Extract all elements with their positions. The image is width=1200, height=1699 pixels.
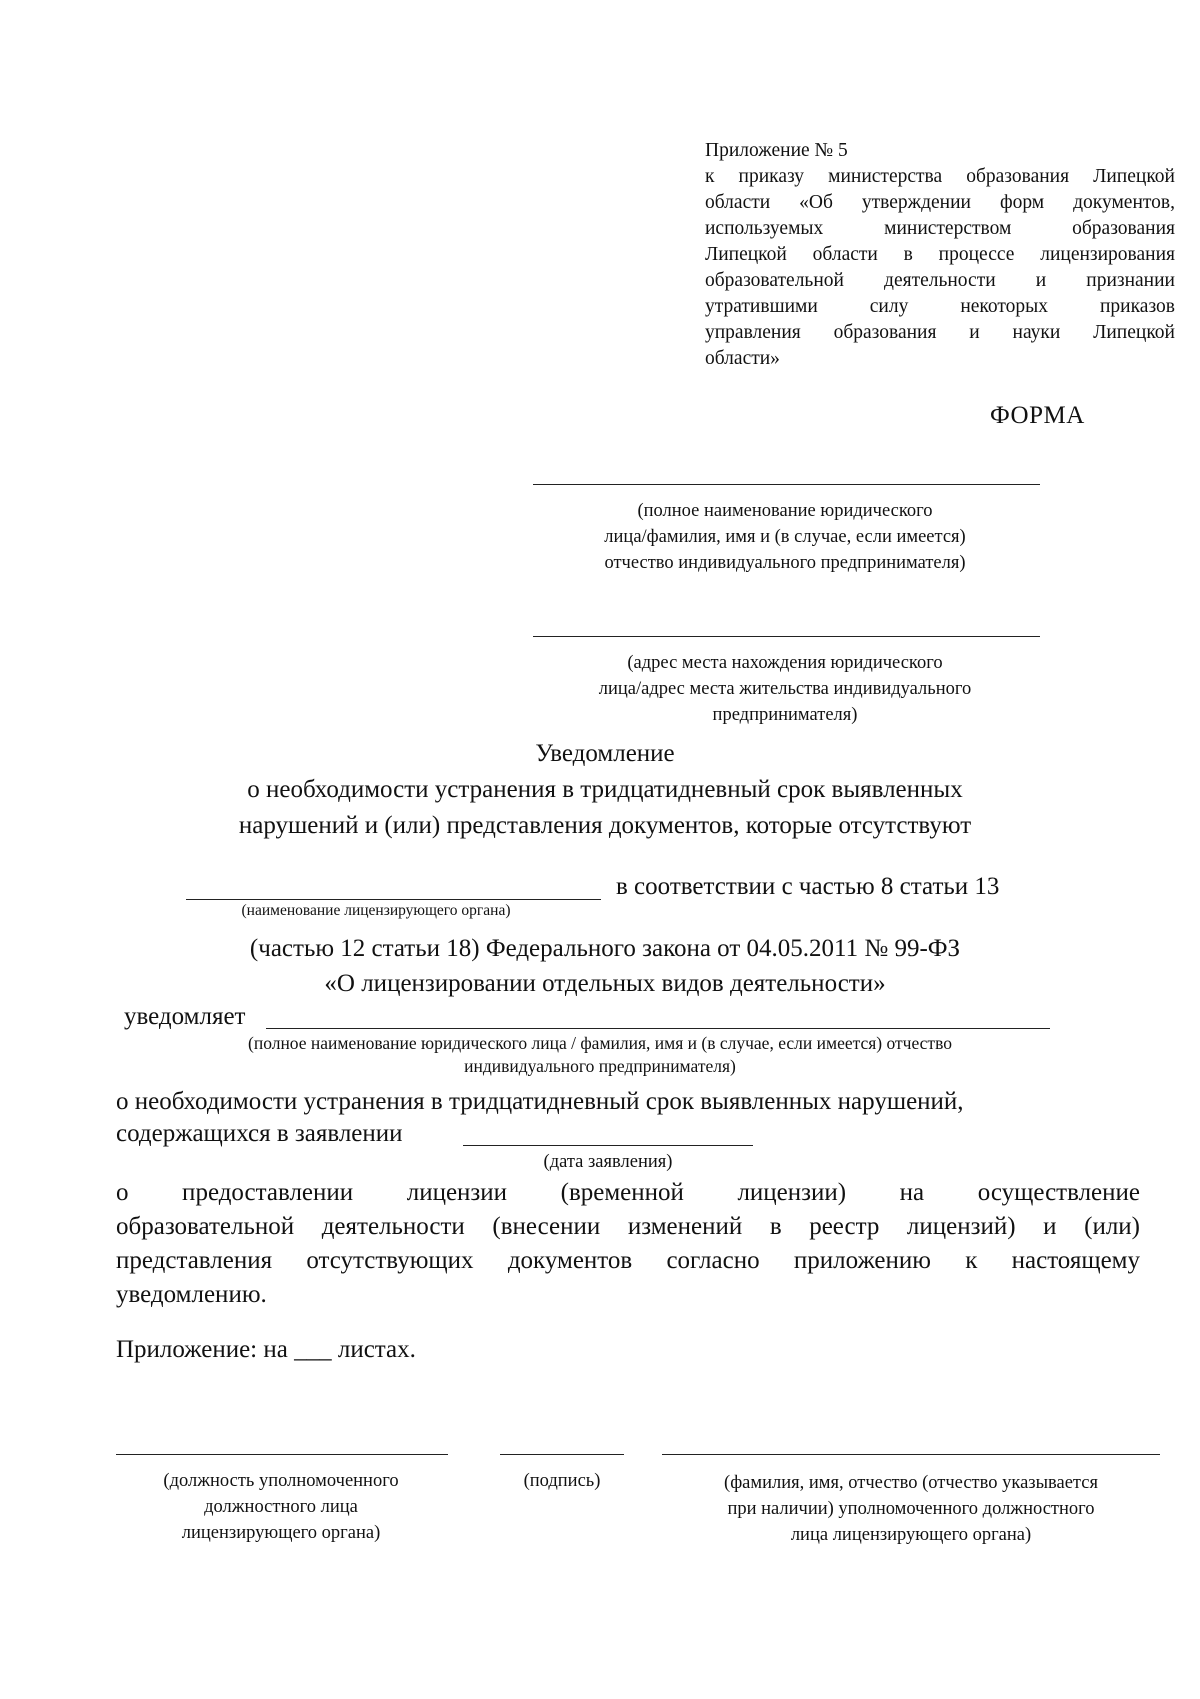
necessity-line: о необходимости устранения в тридцатидневный срок выявленных нарушений, xyxy=(116,1088,964,1115)
caption-line: лица лицензирующего органа) xyxy=(790,1525,1032,1545)
appendix-line: утратившими силу некоторых приказов xyxy=(705,296,1175,317)
appendix-line: к приказу министерства образования Липецкой xyxy=(705,166,1175,187)
caption-line: (полное наименование юридического лица / фамилия, имя и (в случае, если имеется) отчество xyxy=(248,1033,952,1053)
attachment-prefix: Приложение: на xyxy=(116,1336,288,1363)
appendix-line: Липецкой области в процессе лицензирования xyxy=(705,244,1175,265)
position-signature-line xyxy=(116,1454,448,1455)
law-title: «О лицензировании отдельных видов деятельности» xyxy=(324,970,886,997)
notice-subtitle-line: о необходимости устранения в тридцатидневный срок выявленных xyxy=(247,776,963,803)
notice-subtitle-line: нарушений и (или) представления документов, которые отсутствуют xyxy=(238,812,972,839)
appendix-line: образовательной деятельности и признании xyxy=(705,270,1175,291)
fullname-signature-line xyxy=(662,1454,1160,1455)
caption-line: лица/адрес места жительства индивидуального xyxy=(598,679,972,699)
caption-line: лица/фамилия, имя и (в случае, если имеется) xyxy=(604,527,966,547)
recipient-name-line xyxy=(533,484,1040,485)
caption-line: лицензирующего органа) xyxy=(181,1523,381,1543)
caption-line: (фамилия, имя, отчество (отчество указывается xyxy=(724,1473,1098,1493)
authority-suffix: в соответствии с частью 8 статьи 13 xyxy=(616,873,1000,900)
attachment-suffix: листах. xyxy=(337,1336,416,1363)
appendix-line: области» xyxy=(705,348,780,369)
appendix-block xyxy=(705,138,1175,372)
appendix-line: управления образования и науки Липецкой xyxy=(705,322,1175,343)
appendix-line: области «Об утверждении форм документов, xyxy=(705,192,1175,213)
appendix-number: Приложение № 5 xyxy=(705,140,848,161)
attachment-line xyxy=(116,1333,416,1367)
paragraph-line: уведомлению. xyxy=(116,1281,267,1308)
entity-line xyxy=(266,1028,1050,1029)
caption-line: (адрес места нахождения юридического xyxy=(627,653,943,673)
authority-line xyxy=(186,899,601,900)
caption-line: отчество индивидуального предпринимателя) xyxy=(604,553,966,573)
notice-paragraph xyxy=(116,1176,1140,1312)
form-label: ФОРМА xyxy=(990,402,1085,429)
recipient-name-caption xyxy=(520,498,1050,576)
notice-heading xyxy=(110,736,1100,844)
fullname-caption xyxy=(662,1470,1160,1548)
notice-title: Уведомление xyxy=(535,740,675,767)
paragraph-line: образовательной деятельности (внесении изменений в реестр лицензий) и (или) xyxy=(116,1213,1140,1240)
paragraph-line: о предоставлении лицензии (временной лицензии) на осуществление xyxy=(116,1179,1140,1206)
recipient-address-caption xyxy=(520,650,1050,728)
paragraph-line: представления отсутствующих документов согласно приложению к настоящему xyxy=(116,1247,1140,1274)
law-reference: (частью 12 статьи 18) Федерального закона от 04.05.2011 № 99-ФЗ xyxy=(249,935,961,962)
entity-caption xyxy=(140,1032,1060,1078)
caption-line: при наличии) уполномоченного должностного xyxy=(727,1499,1095,1519)
application-date-line xyxy=(463,1145,753,1146)
caption-line: (должность уполномоченного xyxy=(163,1471,399,1491)
signature-caption: (подпись) xyxy=(523,1471,601,1491)
contained-label: содержащихся в заявлении xyxy=(116,1120,403,1147)
attachment-sheets-blank: ___ xyxy=(294,1336,332,1363)
notifies-label: уведомляет xyxy=(124,1003,246,1030)
position-caption xyxy=(116,1468,446,1546)
authority-caption: (наименование лицензирующего органа) xyxy=(241,902,511,919)
signature-line xyxy=(500,1454,624,1455)
caption-line: (полное наименование юридического xyxy=(637,501,933,521)
caption-line: индивидуального предпринимателя) xyxy=(464,1056,736,1076)
caption-line: предпринимателя) xyxy=(712,705,858,725)
date-caption: (дата заявления) xyxy=(543,1152,673,1172)
caption-line: должностного лица xyxy=(204,1497,358,1517)
appendix-line: используемых министерством образования xyxy=(705,218,1175,239)
recipient-address-line xyxy=(533,636,1040,637)
